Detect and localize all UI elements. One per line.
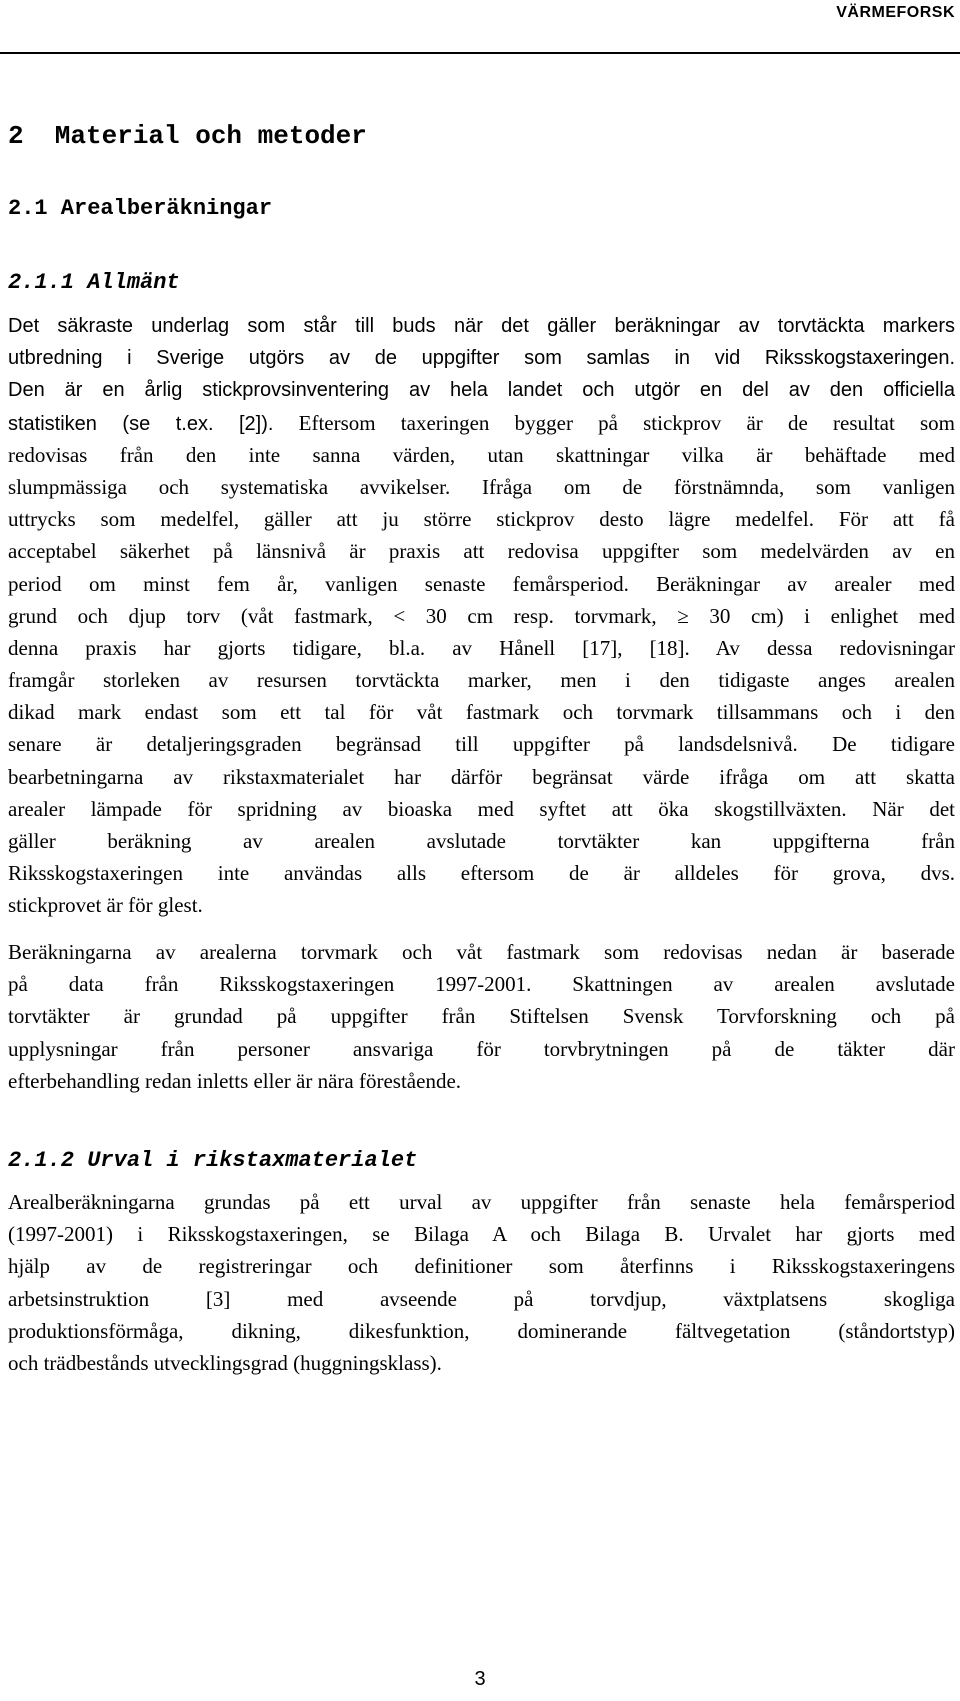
text-line: senare är detaljeringsgraden begränsad till uppgifter på landsdelsnivå. De tidigare <box>8 732 955 757</box>
text-line: utbredning i Sverige utgörs av de uppgifter som samlas in vid Riksskogstaxeringen. <box>8 347 955 370</box>
text-line: efterbehandling redan inletts eller är nära förestående. <box>8 1068 462 1093</box>
paragraph-selection <box>8 1186 955 1379</box>
subsubsection-heading-allmant: 2.1.1 Allmänt <box>8 270 180 295</box>
paragraph-intro <box>8 310 955 922</box>
text-line: arbetsinstruktion [3] med avseende på torvdjup, växtplatsens skogliga <box>8 1286 955 1311</box>
text-line: arealer lämpade för spridning av bioaska med syftet att öka skogstillväxten. När det <box>8 796 955 821</box>
text-line: uttrycks som medelfel, gäller att ju större stickprov desto lägre medelfel. För att få <box>8 507 955 532</box>
subsection-heading: 2.1 Arealberäkningar <box>8 196 273 221</box>
text-line: Den är en årlig stickprovsinventering av hela landet och utgör en del av den officiella <box>8 379 955 402</box>
text-line: bearbetningarna av rikstaxmaterialet har därför begränsat värde ifråga om att skatta <box>8 764 955 789</box>
text-line: acceptabel säkerhet på länsnivå är praxis att redovisa uppgifter som medelvärden av en <box>8 539 955 564</box>
text-line: denna praxis har gjorts tidigare, bl.a. av Hånell [17], [18]. Av dessa redovisningar <box>8 635 955 660</box>
text-line: dikad mark endast som ett tal för våt fastmark och torvmark tillsammans och i den <box>8 700 955 725</box>
header-rule <box>0 52 960 54</box>
text-line: på data från Riksskogstaxeringen 1997-2001. Skattningen av arealen avslutade <box>8 972 955 997</box>
subsubsection-heading-urval: 2.1.2 Urval i rikstaxmaterialet <box>8 1148 418 1173</box>
text-line: gäller beräkning av arealen avslutade torvtäkter kan uppgifterna från <box>8 829 955 853</box>
text-line: slumpmässiga och systematiska avvikelser. Ifråga om de förstnämnda, som vanligen <box>8 474 955 499</box>
header-brand: VÄRMEFORSK <box>836 4 955 21</box>
text-line: period om minst fem år, vanligen senaste femårsperiod. Beräkningar av arealer med <box>8 571 955 596</box>
text-line: Riksskogstaxeringen inte användas alls eftersom de är alldeles för grova, dvs. <box>8 861 955 886</box>
text-line: torvtäkter är grundad på uppgifter från Stiftelsen Svensk Torvforskning och på <box>8 1004 955 1029</box>
text-line: grund och djup torv (våt fastmark, < 30 cm resp. torvmark, ≥ 30 cm) i enlighet med <box>8 603 955 628</box>
paragraph-data-sources <box>8 936 955 1097</box>
text-line <box>8 407 955 439</box>
text-line: Arealberäkningarna grundas på ett urval av uppgifter från senaste hela femårsperiod <box>8 1190 955 1214</box>
text-line: (1997-2001) i Riksskogstaxeringen, se Bilaga A och Bilaga B. Urvalet har gjorts med <box>8 1222 955 1247</box>
text-line: Det säkraste underlag som står till buds när det gäller beräkningar av torvtäckta markers <box>8 315 955 337</box>
section-heading: 2 Material och metoder <box>8 121 367 151</box>
text-line: stickprovet är för glest. <box>8 893 203 918</box>
text-line: produktionsförmåga, dikning, dikesfunktion, dominerande fältvegetation (ståndortstyp) <box>8 1318 955 1343</box>
text-line: Beräkningarna av arealerna torvmark och våt fastmark som redovisas nedan är baserade <box>8 940 955 964</box>
text-run: Eftersom taxeringen bygger på stickprov är de resultat som <box>273 410 956 435</box>
text-line: hjälp av de registreringar och definitioner som återfinns i Riksskogstaxeringens <box>8 1254 955 1279</box>
text-line: redovisas från den inte sanna värden, utan skattningar vilka är behäftade med <box>8 442 955 467</box>
text-line: upplysningar från personer ansvariga för torvbrytningen på de täkter där <box>8 1036 955 1061</box>
text-run: statistiken (se t.ex. [2]). <box>8 412 274 435</box>
text-line: framgår storleken av resursen torvtäckta marker, men i den tidigaste anges arealen <box>8 668 955 693</box>
text-line: och trädbestånds utvecklingsgrad (huggningsklass). <box>8 1350 442 1375</box>
page-number: 3 <box>474 1668 486 1690</box>
